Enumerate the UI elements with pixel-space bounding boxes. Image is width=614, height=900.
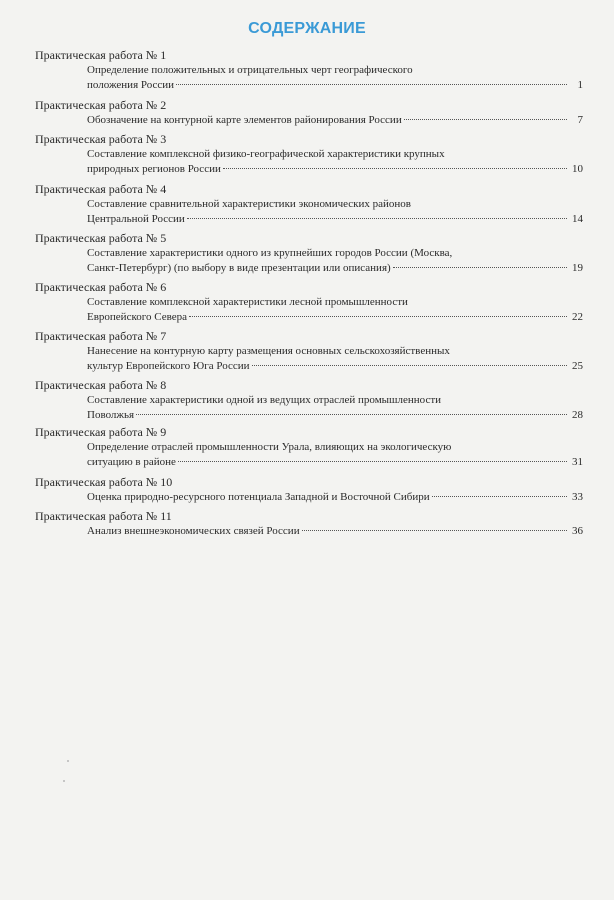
description-line: Составление комплексной характеристики лесной промышленности [87,296,408,308]
dot-leader [302,530,567,531]
description-line: Поволжья [87,409,135,421]
work-description [87,63,583,93]
work-description [87,344,583,374]
page-number: 28 [572,409,583,421]
toc-entry [35,509,583,539]
dot-leader [189,316,567,317]
toc-line [87,408,583,423]
toc-entry [35,475,583,505]
toc-line [87,212,583,227]
work-label: Практическая работа № 4 [35,182,167,196]
work-label: Практическая работа № 8 [35,378,167,392]
toc-line [87,78,583,93]
toc-line [87,261,583,276]
toc-entry [35,231,583,276]
dot-leader [404,119,567,120]
toc-entry [35,329,583,374]
work-description [87,440,583,470]
dot-leader [223,168,567,169]
description-line: Санкт-Петербург) (по выбору в виде презентации или описания) [87,262,391,274]
work-label: Практическая работа № 7 [35,329,167,343]
dot-leader [432,496,567,497]
description-line: Составление характеристики одного из крупнейших городов России (Москва, [87,247,453,259]
toc-line [87,310,583,325]
page-number: 10 [572,163,583,175]
toc-entry [35,182,583,227]
description-line: Оценка природно-ресурсного потенциала Западной и Восточной Сибири [87,491,430,503]
work-label: Практическая работа № 1 [35,48,167,62]
dot-leader [136,414,567,415]
description-line: Определение положительных и отрицательных черт географического [87,64,413,76]
description-line: Составление комплексной физико-географической характеристики крупных [87,148,445,160]
dot-leader [178,461,567,462]
work-description [87,246,583,276]
toc-entry [35,48,583,93]
description-line: культур Европейского Юга России [87,360,250,372]
page-number: 19 [572,262,583,274]
work-description [87,490,583,505]
description-line: природных регионов России [87,163,221,175]
work-description [87,524,583,539]
description-line: Нанесение на контурную карту размещения основных сельскохозяйственных [87,345,450,357]
work-description [87,393,583,423]
page-number: 7 [577,114,583,126]
page-number: 1 [577,79,583,91]
toc-line [87,359,583,374]
work-description [87,197,583,227]
work-description [87,113,583,128]
toc-entry [35,425,583,470]
page-number: 22 [572,311,583,323]
work-label: Практическая работа № 3 [35,132,167,146]
description-line: Определение отраслей промышленности Урала, влияющих на экологическую [87,441,452,453]
toc-entry [35,378,583,423]
page-number: 25 [572,360,583,372]
work-label: Практическая работа № 2 [35,98,167,112]
description-line: положения России [87,79,175,91]
scan-speck [63,780,65,782]
dot-leader [176,84,567,85]
page-number: 31 [572,456,583,468]
toc-line [87,455,583,470]
page-number: 14 [572,213,583,225]
description-line: Обозначение на контурной карте элементов районирования России [87,114,402,126]
description-line: ситуацию в районе [87,456,176,468]
toc-entry [35,280,583,325]
description-line: Европейского Севера [87,311,187,323]
dot-leader [252,365,567,366]
toc-line [87,524,583,539]
toc-line [87,162,583,177]
description-line: Центральной России [87,213,185,225]
dot-leader [393,267,567,268]
work-label: Практическая работа № 9 [35,425,167,439]
toc-line [87,113,583,128]
dot-leader [187,218,567,219]
description-line: Анализ внешнеэкономических связей России [87,525,300,537]
description-line: Составление характеристики одной из ведущих отраслей промышленности [87,394,442,406]
page-number: 36 [572,525,583,537]
page-title: СОДЕРЖАНИЕ [248,20,366,37]
scan-speck [67,760,69,762]
work-label: Практическая работа № 6 [35,280,167,294]
page-number: 33 [572,491,583,503]
toc-entry [35,98,583,128]
work-description [87,147,583,177]
work-label: Практическая работа № 11 [35,509,172,523]
toc-line [87,490,583,505]
work-label: Практическая работа № 10 [35,475,173,489]
work-label: Практическая работа № 5 [35,231,167,245]
work-description [87,295,583,325]
description-line: Составление сравнительной характеристики экономических районов [87,198,411,210]
toc-entry [35,132,583,177]
